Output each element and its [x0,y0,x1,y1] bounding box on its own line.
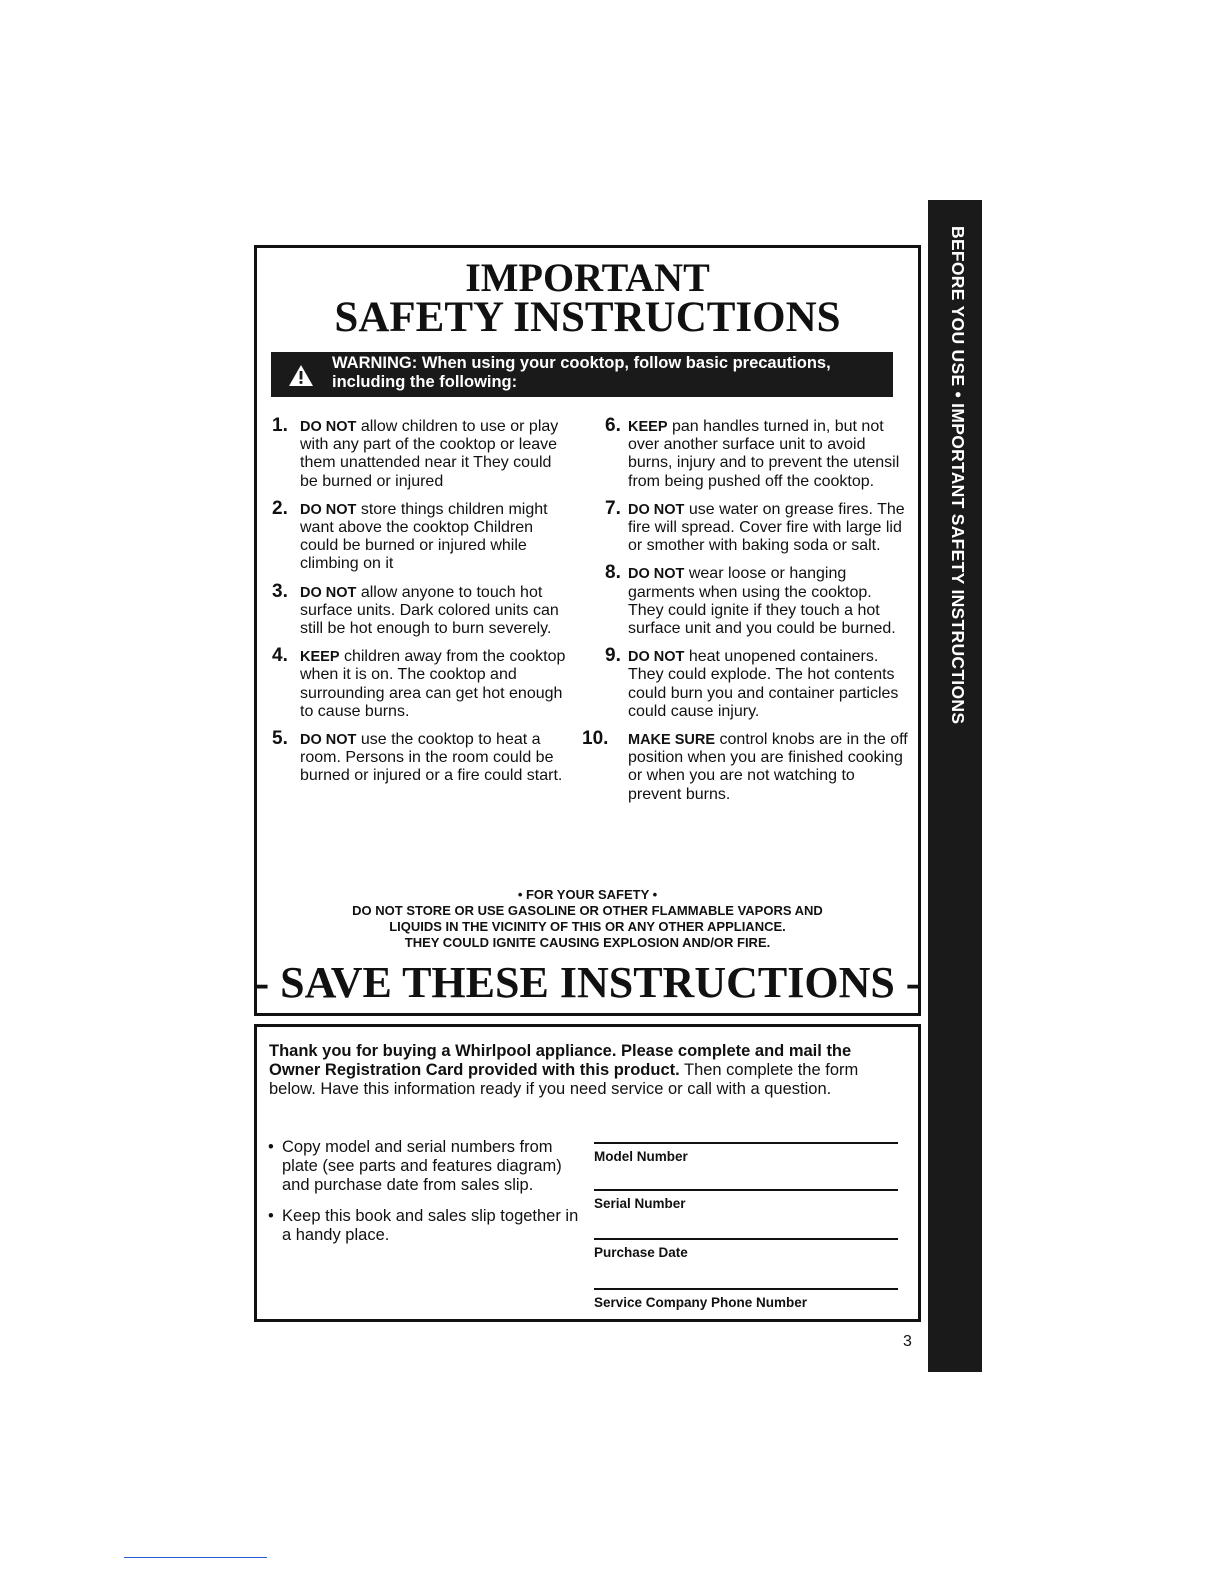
registration-text: Then complete the form below. Have this information ready if you need service or call with a question. [269,1061,859,1098]
item-keyword: DO NOT [300,419,357,435]
bullet-icon: • [268,1138,274,1156]
instruction-item [272,645,572,721]
item-keyword: DO NOT [300,732,357,749]
item-keyword: DO NOT [628,566,685,583]
warning-line1: WARNING: When using your cooktop, follow basic precautions, [332,354,831,372]
item-number: 9. [605,645,621,667]
item-number: 6. [605,415,621,436]
item-keyword: DO NOT [628,649,685,666]
safety-line3: THEY COULD IGNITE CAUSING EXPLOSION AND/OR FIRE. [404,935,771,950]
bullet-text: Keep this book and sales slip together in a handy place. [282,1207,579,1244]
instruction-item [272,580,572,639]
instructions-right-column [578,415,908,814]
warning-banner [271,352,893,397]
item-number: 1. [272,415,288,436]
item-keyword: DO NOT [300,584,357,601]
model-number-field[interactable]: Model Number [594,1142,898,1164]
item-text: allow children to use or play with any part of the cooktop or leave them unattended near it They could be burned or injured [300,418,559,490]
warning-line2: including the following: [332,373,518,391]
safety-heading: • FOR YOUR SAFETY • [517,887,658,902]
item-text: wear loose or hanging garments when using the cooktop. They could ignite if they touch a hot surface unit and you could be burned. [628,565,896,638]
item-number: 5. [272,728,288,750]
instruction-item [272,728,572,786]
item-number: 2. [272,497,288,519]
bullet-text: Copy model and serial numbers from plate (see parts and features diagram) and purchase date from sales slip. [282,1138,562,1194]
registration-paragraph [269,1042,904,1099]
item-keyword: DO NOT [300,501,357,518]
item-keyword: KEEP [628,419,668,435]
page-number: 3 [903,1333,912,1350]
title-line1: IMPORTANT [465,255,710,300]
item-text: store things children might want above the cooktop Children could be burned or injured while climbing on it [300,500,548,573]
item-number: 8. [605,562,621,584]
registration-bold-text: Thank you for buying a Whirlpool appliance. Please complete and mail the Owner Registration Card provided with this product. [269,1042,852,1079]
instruction-item [578,728,908,804]
item-number: 10. [582,728,609,750]
warning-text [332,354,831,392]
item-text: control knobs are in the off position when you are finished cooking or when you are not watching to prevent burns. [628,731,908,803]
registration-bullets [268,1138,580,1257]
save-instructions-heading: - SAVE THESE INSTRUCTIONS - [254,958,921,1007]
serial-number-field[interactable]: Serial Number [594,1189,898,1211]
instruction-item [578,497,908,556]
item-keyword: KEEP [300,649,340,666]
instruction-item [578,562,908,638]
title-line2: SAFETY INSTRUCTIONS [334,294,841,341]
safety-line1: DO NOT STORE OR USE GASOLINE OR OTHER FLAMMABLE VAPORS AND [352,903,823,918]
purchase-date-field[interactable]: Purchase Date [594,1238,898,1260]
safety-line2: LIQUIDS IN THE VICINITY OF THIS OR ANY OTHER APPLIANCE. [389,919,786,934]
item-text: use water on grease fires. The fire will spread. Cover fire with large lid or smother with baking soda or salt. [628,500,905,555]
bullet-icon: • [268,1207,274,1225]
footnote-rule [124,1557,267,1558]
list-item [268,1207,580,1245]
item-number: 3. [272,580,288,602]
list-item [268,1138,580,1195]
item-text: allow anyone to touch hot surface units. Dark colored units can still be hot enough to burn severely. [300,583,559,638]
item-keyword: DO NOT [628,501,685,518]
item-keyword: MAKE SURE [628,732,716,749]
item-text: pan handles turned in, but not over another surface unit to avoid burns, injury and to prevent the utensil from being pushed off the cooktop. [628,418,900,490]
service-phone-field[interactable]: Service Company Phone Number [594,1288,898,1310]
instructions-left-column [272,415,572,796]
item-number: 7. [605,497,621,519]
item-text: use the cooktop to heat a room. Persons in the room could be burned or injured or a fire could start. [300,731,563,785]
item-number: 4. [272,645,288,667]
for-your-safety-notice [254,887,921,951]
instruction-item [578,645,908,721]
instruction-item [578,415,908,491]
item-text: children away from the cooktop when it is on. The cooktop and surrounding area can get hot enough to cause burns. [300,648,566,720]
item-text: heat unopened containers. They could explode. The hot contents could burn you and container particles could cause injury. [628,648,899,720]
side-tab-label: BEFORE YOU USE • IMPORTANT SAFETY INSTRUCTIONS [948,226,968,725]
warning-triangle-icon [288,364,314,392]
instruction-item [272,497,572,574]
instruction-item [272,415,572,491]
